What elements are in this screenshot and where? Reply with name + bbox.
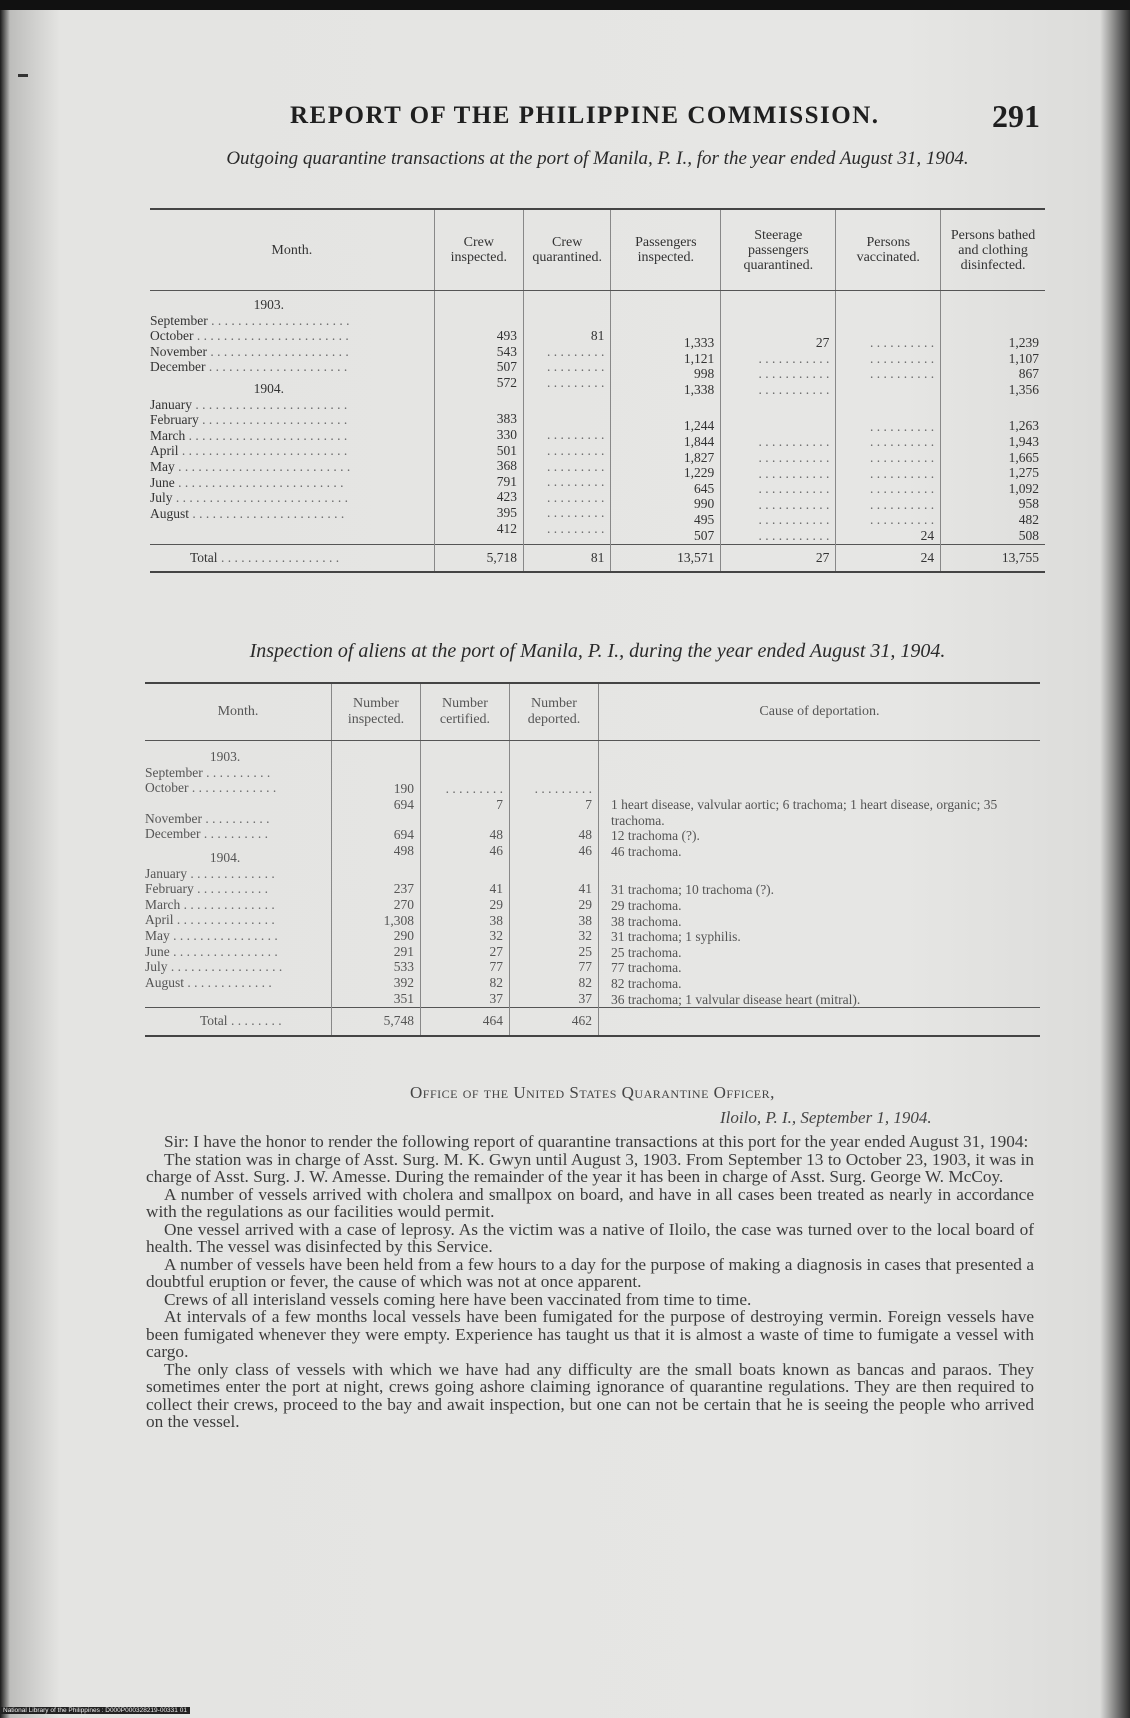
total-steerage-quarantined: 27 bbox=[721, 544, 836, 572]
month-label: July . . . . . . . . . . . . . . . . . . . . . . . . . . bbox=[150, 490, 349, 506]
cause-cell: 1 heart disease, valvular aortic; 6 trachoma; 1 heart disease, organic; 35 trachoma. 12 trachoma (?). 46 trachoma. 31 trachoma; 10 trachoma (?). 29 trachoma. 38 trachoma. 31 trachoma; 1 syphilis. 25 trachoma. 77 trachoma. 82 trachoma. 36 trachoma; 1 valvular disease heart (mitral). bbox=[599, 741, 1041, 1008]
total-row bbox=[145, 1008, 1040, 1036]
paragraph: Sir: I have the honor to render the following report of quarantine transactions at this port for the year ended August 31, 1904: bbox=[164, 1132, 1029, 1151]
month-label: March . . . . . . . . . . . . . . bbox=[145, 896, 275, 912]
col-persons-vaccinated: Persons vaccinated. bbox=[836, 209, 941, 291]
paragraph: One vessel arrived with a case of leprosy. As the victim was a native of Iloilo, the case was turned over to the local board of health. The vessel was disinfected by this Service. bbox=[146, 1219, 1034, 1256]
total-crew-inspected: 5,718 bbox=[434, 544, 523, 572]
year-label: 1903. bbox=[253, 297, 284, 312]
col-crew-quarantined: Crew quarantined. bbox=[524, 209, 611, 291]
month-label: May . . . . . . . . . . . . . . . . bbox=[145, 927, 278, 943]
scan-mark bbox=[18, 74, 28, 77]
steerage-quarantined-cell: 27 . . . . . . . . . . . . . . . . . . . . . . . . . . . . . . . . . . . . . . . . . . . . . . . . . . . . . . . . . . . . . . . . . . . . . . . . . . . . . . . . . . . . . . . . . . . . . . . . . . . . . . . . . . . . . . bbox=[721, 291, 836, 545]
persons-vaccinated-cell: . . . . . . . . . . . . . . . . . . . . . . . . . . . . . . . . . . . . . . . . . . . . . . . . . . . . . . . . . . . . . . . . . . . . . . . . . . . . . . . . . . . . . . . . . . . . . . . . . . . . 24 bbox=[836, 291, 941, 545]
running-title: REPORT OF THE PHILIPPINE COMMISSION. bbox=[290, 102, 880, 129]
month-label: June . . . . . . . . . . . . . . . . bbox=[145, 943, 278, 959]
month-label: January . . . . . . . . . . . . . . . . . . . . . . . bbox=[150, 396, 348, 412]
paragraph: A number of vessels arrived with cholera and smallpox on board, and have in all cases been treated as nearly in accordance with the regulations as our facilities would permit. bbox=[146, 1184, 1034, 1221]
quarantine-transactions-table bbox=[150, 208, 1045, 573]
month-label: December . . . . . . . . . . bbox=[145, 826, 268, 842]
paragraph: The station was in charge of Asst. Surg. M. K. Gwyn until August 3, 1903. From September 13 to October 23, 1903, it was in charge of Asst. Surg. J. W. Amesse. During the remainder of the year it has been in charge of Asst. Surg. George W. McCoy. bbox=[146, 1149, 1034, 1186]
paragraph: A number of vessels have been held from a few hours to a day for the purpose of making a diagnosis in cases that presented a doubtful eruption or fever, the cause of which was not at once apparent. bbox=[146, 1254, 1034, 1291]
total-persons-vaccinated: 24 bbox=[836, 544, 941, 572]
letter-body bbox=[146, 1133, 1034, 1431]
total-label: Total . . . . . . . . bbox=[145, 1008, 332, 1036]
month-label: January . . . . . . . . . . . . . bbox=[145, 865, 275, 881]
place-date: Iloilo, P. I., September 1, 1904. bbox=[720, 1108, 932, 1127]
col-crew-inspected: Crew inspected. bbox=[434, 209, 523, 291]
month-label: October . . . . . . . . . . . . . . . . . . . . . . . bbox=[150, 328, 349, 344]
table-row bbox=[145, 741, 1040, 1008]
month-label: July . . . . . . . . . . . . . . . . . bbox=[145, 959, 283, 975]
total-passengers-inspected: 13,571 bbox=[611, 544, 721, 572]
number-deported-cell: . . . . . . . . . 7 48 46 41 29 38 32 25 77 82 37 bbox=[510, 741, 599, 1008]
total-row bbox=[150, 544, 1045, 572]
month-label: August . . . . . . . . . . . . . bbox=[145, 974, 272, 990]
empty-cell bbox=[599, 1008, 1041, 1036]
total-certified: 464 bbox=[421, 1008, 510, 1036]
month-label: June . . . . . . . . . . . . . . . . . . . . . . . . . bbox=[150, 474, 344, 490]
total-bathed: 13,755 bbox=[941, 544, 1045, 572]
month-label: September . . . . . . . . . . bbox=[145, 764, 271, 780]
page-header bbox=[140, 92, 1040, 152]
month-label: December . . . . . . . . . . . . . . . . . . . . . bbox=[150, 359, 348, 375]
year-label: 1903. bbox=[209, 749, 241, 764]
page-number: 291 bbox=[992, 98, 1040, 134]
month-label: May . . . . . . . . . . . . . . . . . . . . . . . . . . bbox=[150, 458, 351, 474]
crew-inspected-cell: 493 543 507 572 383 330 501 368 791 423 395 412 bbox=[434, 291, 523, 545]
passengers-inspected-cell: 1,333 1,121 998 1,338 1,244 1,844 1,827 1,229 645 990 495 507 bbox=[611, 291, 721, 545]
month-label: November . . . . . . . . . . . . . . . . . . . . . bbox=[150, 343, 349, 359]
col-persons-bathed: Persons bathed and clothing disinfected. bbox=[941, 209, 1045, 291]
month-label: February . . . . . . . . . . . bbox=[145, 881, 268, 897]
month-label: November . . . . . . . . . . bbox=[145, 810, 270, 826]
month-label: April . . . . . . . . . . . . . . . . . . . . . . . . . bbox=[150, 443, 348, 459]
month-cell bbox=[145, 741, 332, 1008]
col-number-inspected: Number inspected. bbox=[332, 683, 421, 741]
total-inspected: 5,748 bbox=[332, 1008, 421, 1036]
month-label: April . . . . . . . . . . . . . . . bbox=[145, 912, 275, 928]
col-month: Month. bbox=[150, 209, 434, 291]
paragraph: Crews of all interisland vessels coming here have been vaccinated from time to time. bbox=[164, 1289, 752, 1309]
col-month: Month. bbox=[145, 683, 332, 741]
col-number-deported: Number deported. bbox=[510, 683, 599, 741]
paragraph: The only class of vessels with which we have had any difficulty are the small boats known as bancas and paraos. They sometimes enter the port at night, crews going ashore claiming ignorance of quarantine regulations. They are then required to collect their crews, proceed to the bay and await inspection, but one can not be certain that he is seeing the people who arrived on the vessel. bbox=[146, 1359, 1034, 1431]
month-label: October . . . . . . . . . . . . . bbox=[145, 780, 277, 796]
scan-footer: National Library of the Philippines : D000P000328219-00331 01 bbox=[0, 1707, 190, 1714]
paragraph: At intervals of a few months local vessels have been fumigated for the purpose of destroying vermin. Foreign vessels have been fumigated whenever they were empty. Experience has taught us that it is almost a waste of time to fumigate a vessel with cargo. bbox=[146, 1307, 1034, 1361]
total-label: Total . . . . . . . . . . . . . . . . . . bbox=[150, 544, 434, 572]
year-label: 1904. bbox=[209, 849, 241, 865]
month-label: August . . . . . . . . . . . . . . . . . . . . . . . bbox=[150, 505, 345, 521]
month-cell bbox=[150, 291, 434, 545]
number-inspected-cell: 190 694 694 498 237 270 1,308 290 291 533 392 351 bbox=[332, 741, 421, 1008]
total-crew-quarantined: 81 bbox=[524, 544, 611, 572]
crew-quarantined-cell: 81 . . . . . . . . . . . . . . . . . . . . . . . . . . . . . . . . . . . . . . . . . . . . . . . . . . . . . . . . . . . . . . . . . . . . . . . . . . . . . . . . . . . . . . . . . . bbox=[524, 291, 611, 545]
col-cause-of-deportation: Cause of deportation. bbox=[599, 683, 1041, 741]
table1-caption: Outgoing quarantine transactions at the port of Manila, P. I., for the year ended August 31, 1904. bbox=[226, 148, 969, 169]
month-label: February . . . . . . . . . . . . . . . . . . . . . . bbox=[150, 412, 348, 428]
col-number-certified: Number certified. bbox=[421, 683, 510, 741]
table-row bbox=[150, 291, 1045, 545]
scan-border bbox=[0, 0, 1130, 10]
month-label: March . . . . . . . . . . . . . . . . . . . . . . . . bbox=[150, 427, 348, 443]
table2-caption: Inspection of aliens at the port of Manila, P. I., during the year ended August 31, 1904. bbox=[249, 640, 946, 662]
office-heading: Office of the United States Quarantine Officer, bbox=[410, 1083, 775, 1102]
col-steerage-quarantined: Steerage passengers quarantined. bbox=[721, 209, 836, 291]
persons-bathed-cell: 1,239 1,107 867 1,356 1,263 1,943 1,665 1,275 1,092 958 482 508 bbox=[941, 291, 1045, 545]
year-label: 1904. bbox=[253, 380, 284, 396]
alien-inspection-table bbox=[145, 682, 1040, 1037]
col-passengers-inspected: Passengers inspected. bbox=[611, 209, 721, 291]
month-label: September . . . . . . . . . . . . . . . . . . . . . bbox=[150, 312, 350, 328]
total-deported: 462 bbox=[510, 1008, 599, 1036]
number-certified-cell: . . . . . . . . . 7 48 46 41 29 38 32 27 77 82 37 bbox=[421, 741, 510, 1008]
